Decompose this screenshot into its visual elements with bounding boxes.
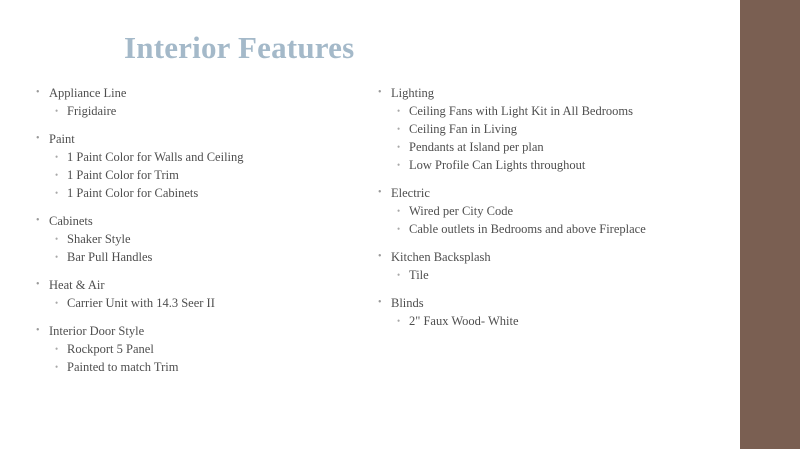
feature-item: • Shaker Style (36, 230, 366, 248)
feature-item: • Wired per City Code (378, 202, 733, 220)
feature-group-appliance-line (36, 84, 366, 120)
feature-category: • Appliance Line (36, 84, 366, 102)
feature-item: • 2" Faux Wood- White (378, 312, 733, 330)
feature-group-interior-door-style (36, 322, 366, 376)
feature-item: • Frigidaire (36, 102, 366, 120)
feature-category: • Paint (36, 130, 366, 148)
feature-item: • Painted to match Trim (36, 358, 366, 376)
feature-group-cabinets (36, 212, 366, 266)
feature-group-lighting (378, 84, 733, 174)
slide-title: Interior Features (124, 30, 355, 65)
feature-item: • Rockport 5 Panel (36, 340, 366, 358)
side-accent-bar (740, 0, 800, 449)
left-column (36, 84, 366, 386)
feature-item: • Pendants at Island per plan (378, 138, 733, 156)
feature-item: • Ceiling Fan in Living (378, 120, 733, 138)
feature-category: • Blinds (378, 294, 733, 312)
feature-group-electric (378, 184, 733, 238)
feature-item: • Low Profile Can Lights throughout (378, 156, 733, 174)
feature-item: • Tile (378, 266, 733, 284)
feature-category: • Kitchen Backsplash (378, 248, 733, 266)
feature-group-heat-air (36, 276, 366, 312)
right-column (378, 84, 733, 340)
feature-group-blinds (378, 294, 733, 330)
feature-item: • Carrier Unit with 14.3 Seer II (36, 294, 366, 312)
feature-item: • 1 Paint Color for Trim (36, 166, 366, 184)
feature-category: • Electric (378, 184, 733, 202)
feature-category: • Lighting (378, 84, 733, 102)
feature-category: • Cabinets (36, 212, 366, 230)
feature-item: • Cable outlets in Bedrooms and above Fireplace (378, 220, 733, 238)
feature-item: • Bar Pull Handles (36, 248, 366, 266)
feature-item: • Ceiling Fans with Light Kit in All Bedrooms (378, 102, 733, 120)
feature-group-kitchen-backsplash (378, 248, 733, 284)
feature-item: • 1 Paint Color for Walls and Ceiling (36, 148, 366, 166)
feature-group-paint (36, 130, 366, 202)
feature-category: • Heat & Air (36, 276, 366, 294)
feature-item: • 1 Paint Color for Cabinets (36, 184, 366, 202)
feature-category: • Interior Door Style (36, 322, 366, 340)
